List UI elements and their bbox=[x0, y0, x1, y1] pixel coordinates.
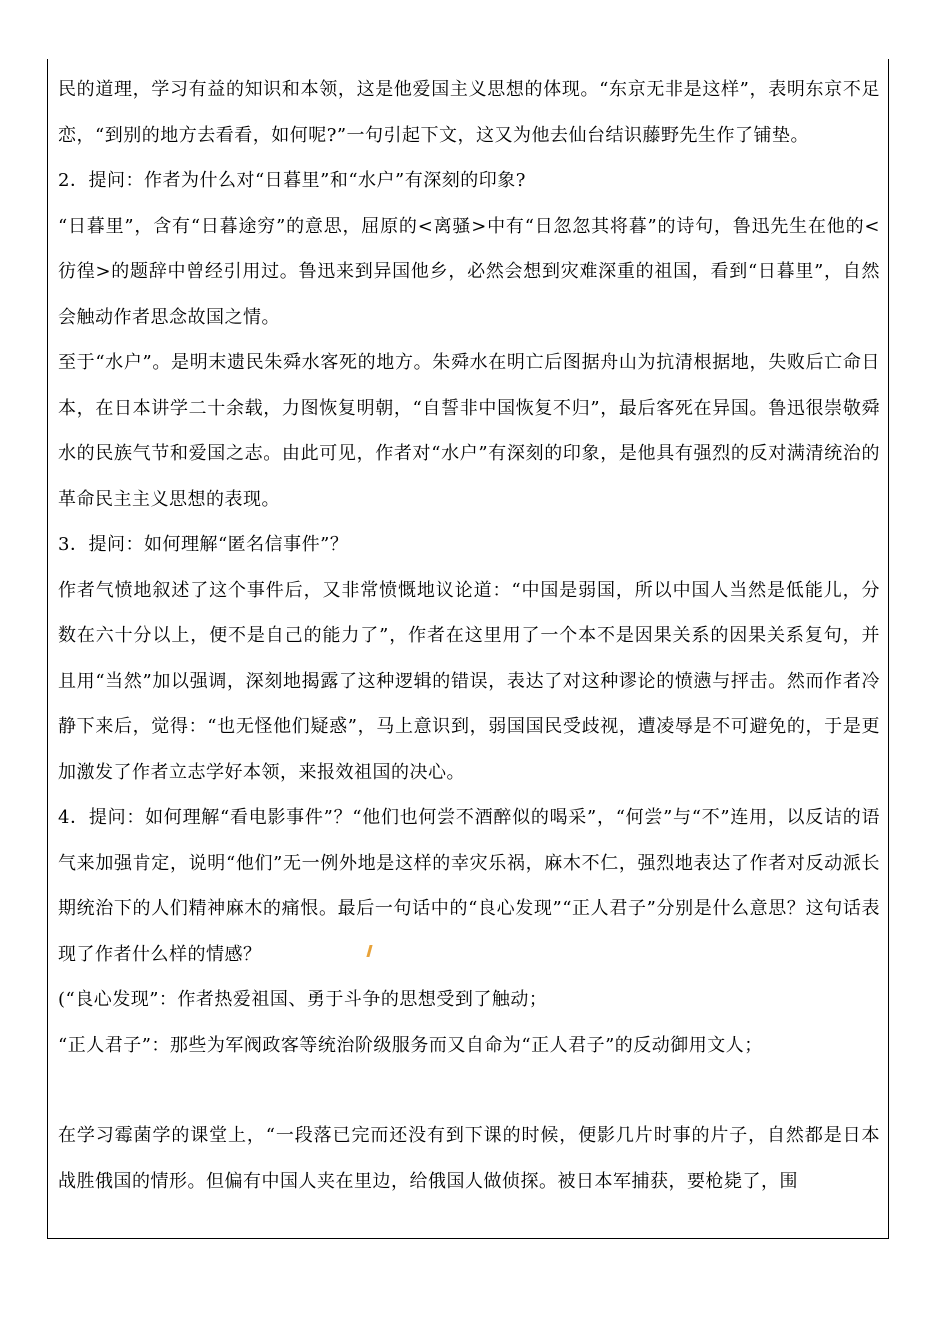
question-3: 3．提问：如何理解“匿名信事件”？ bbox=[58, 534, 349, 555]
paragraph-zhengren: “正人君子”：那些为军阀政客等统治阶级服务而又自命为“正人君子”的反动御用文人； bbox=[58, 1034, 763, 1056]
paragraph-shuihu: 至于“水户”。是明末遗民朱舜水客死的地方。朱舜水在明亡后图据舟山为抗清根据地，失败后亡命日本，在日本讲学二十余载，力图恢复明朝，“自誓非中国恢复不归”，最后客死在异国。鲁迅很崇敬舜水的民族气节和爱国之志。由此可见，作者对“水户”有深刻的印象，是他具有强烈的反对满清统治的革命民主主义思想的表现。 bbox=[58, 352, 880, 510]
paragraph-rimuli: “日暮里”，含有“日暮途穷”的意思，屈原的<离骚>中有“日忽忽其将暮”的诗句，鲁迅先生在他的<彷徨>的题辞中曾经引用过。鲁迅来到异国他乡，必然会想到灾难深重的祖国，看到“日暮里”，自然会触动作者思念故国之情。 bbox=[58, 215, 880, 328]
question-2: 2．提问：作者为什么对“日暮里”和“水户”有深刻的印象? bbox=[58, 170, 526, 191]
paragraph-nimingxin: 作者气愤地叙述了这个事件后，又非常愤慨地议论道：“中国是弱国，所以中国人当然是低能儿，分数在六十分以上，便不是自己的能力了”，作者在这里用了一个本不是因果关系的因果关系复句，并且用“当然”加以强调，深刻地揭露了这种逻辑的错误，表达了对这种谬论的愤懑与抨击。然而作者冷静下来后，觉得：“也无怪他们疑惑”，马上意识到，弱国国民受歧视，遭凌辱是不可避免的，于是更加激发了作者立志学好本领，来报效祖国的决心。 bbox=[58, 579, 880, 783]
blank-line bbox=[58, 1068, 880, 1113]
paragraph-meijunxue: 在学习霉菌学的课堂上，“一段落已完而还没有到下课的时候，便影几片时事的片子，自然都是日本战胜俄国的情形。但偏有中国人夹在里边，给俄国人做侦探。被日本军捕获，要枪毙了，围 bbox=[58, 1125, 880, 1192]
paragraph-1: 民的道理，学习有益的知识和本领，这是他爱国主义思想的体现。“东京无非是这样”，表明东京不足恋，“到别的地方去看看，如何呢?”一句引起下文，这又为他去仙台结识藤野先生作了铺垫。 bbox=[58, 79, 880, 146]
paragraph-liangxin: (“良心发现”：作者热爱祖国、勇于斗争的思想受到了触动； bbox=[58, 989, 548, 1010]
document-body bbox=[58, 67, 880, 1204]
question-4: 4．提问：如何理解“看电影事件”？“他们也何尝不酒醉似的喝采”，“何尝”与“不”连用，以反诘的语气来加强肯定，说明“他们”无一例外地是这样的幸灾乐祸，麻木不仁，强烈地表达了作者对反动派长期统治下的人们精神麻木的痛恨。最后一句话中的“良心发现”“正人君子”分别是什么意思？这句话表现了作者什么样的情感？ bbox=[58, 807, 880, 965]
